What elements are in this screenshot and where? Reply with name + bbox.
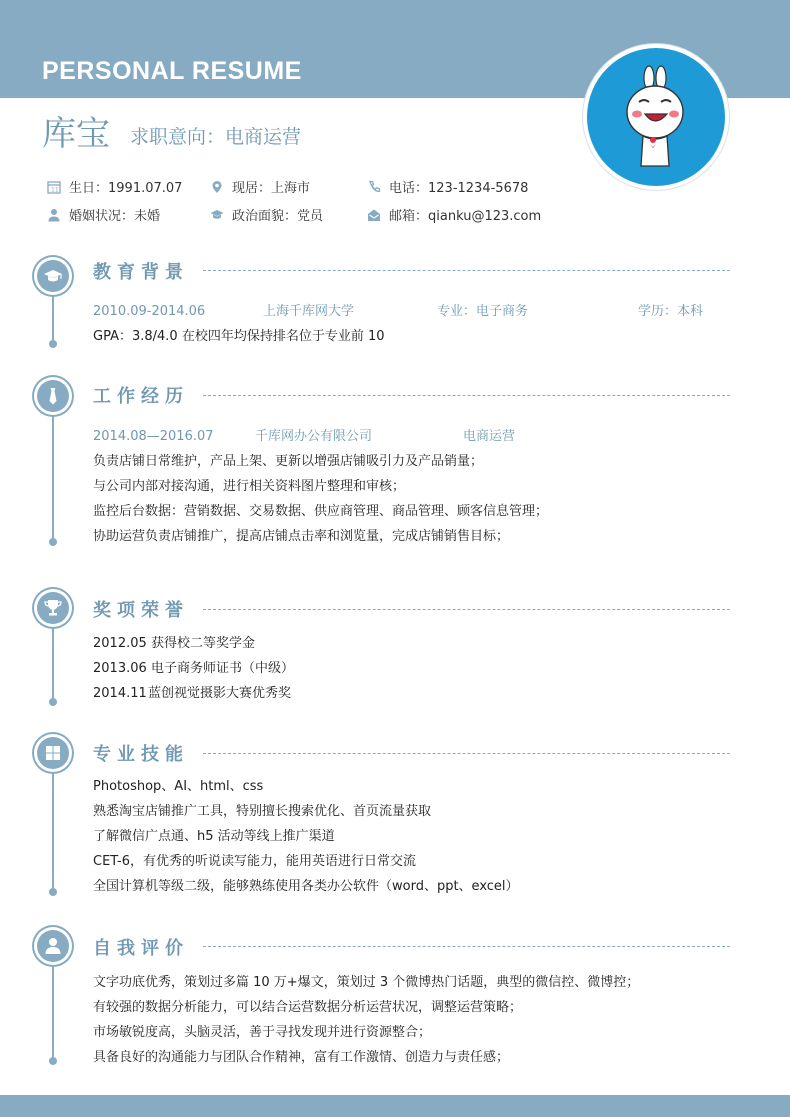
work-role: 电商运营 (463, 429, 516, 444)
award-date: 2012.05 (93, 636, 147, 651)
info-residence: 现居：上海市 (210, 180, 310, 197)
windows-grid-icon (43, 743, 63, 763)
timeline-dot (49, 888, 57, 896)
list-item: 市场敏锐度高，头脑灵活，善于寻找发现并进行资源整合； (93, 1025, 432, 1040)
section-divider (203, 753, 730, 754)
user-icon (43, 936, 63, 956)
timeline-line (52, 615, 54, 701)
location-pin-icon (210, 180, 224, 194)
list-item: 与公司内部对接沟通，进行相关资料图片整理和审核； (93, 479, 406, 494)
work-period: 2014.08—2016.07 (93, 429, 214, 444)
info-political: 政治面貌：党员 (210, 208, 323, 225)
timeline-dot (49, 1057, 57, 1065)
edu-gpa: GPA：3.8/4.0 在校四年均保持排名位于专业前 10 (93, 329, 385, 344)
info-phone: 电话：123-1234-5678 (367, 180, 528, 197)
trophy-icon (43, 598, 63, 618)
info-birthday: 11 生日：1991.07.07 (47, 180, 182, 197)
list-item: 了解微信广点通、h5 活动等线上推广渠道 (93, 829, 335, 844)
section-icon-self (37, 930, 69, 962)
job-intention: 求职意向：电商运营 (130, 126, 302, 148)
list-item: 监控后台数据：营销数据、交易数据、供应商管理、商品管理、顾客信息管理； (93, 504, 549, 519)
mail-icon (367, 208, 381, 222)
list-item: 熟悉淘宝店铺推广工具，特别擅长搜索优化、首页流量获取 (93, 804, 432, 819)
section-title-skills: 专业技能 (93, 744, 189, 765)
edu-school: 上海千库网大学 (263, 304, 355, 319)
list-item: Photoshop、AI、html、css (93, 779, 264, 794)
section-divider (203, 609, 730, 610)
section-icon-education (37, 260, 69, 292)
work-company: 千库网办公有限公司 (255, 429, 373, 444)
graduation-cap-icon (210, 208, 224, 222)
section-icon-work (37, 380, 69, 412)
section-divider (203, 395, 730, 396)
list-item: 有较强的数据分析能力，可以结合运营数据分析运营状况，调整运营策略； (93, 1000, 523, 1015)
award-date: 2013.06 (93, 661, 147, 676)
section-divider (203, 270, 730, 271)
list-item: 文字功底优秀，策划过多篇 10 万+爆文，策划过 3 个微博热门话题，典型的微信控、微博控； (93, 975, 640, 990)
phone-icon (367, 180, 381, 194)
footer-bar (0, 1095, 790, 1117)
timeline-line (52, 402, 54, 542)
section-title-awards: 奖项荣誉 (93, 600, 189, 621)
list-item: 协助运营负责店铺推广，提高店铺点击率和浏览量，完成店铺销售目标； (93, 529, 510, 544)
timeline-dot (49, 698, 57, 706)
section-divider (203, 946, 730, 947)
edu-major: 专业：电子商务 (437, 304, 529, 319)
section-icon-awards (37, 592, 69, 624)
award-date: 2014.11 (93, 686, 147, 701)
award-text: 获得校二等奖学金 (151, 636, 256, 651)
list-item: 全国计算机等级二级，能够熟练使用各类办公软件（word、ppt、excel） (93, 879, 519, 894)
info-email: 邮箱：qianku@123.com (367, 208, 541, 225)
candidate-name: 库宝 (42, 114, 110, 154)
timeline-dot (49, 538, 57, 546)
avatar (587, 48, 725, 186)
section-title-work: 工作经历 (93, 386, 189, 407)
edu-period: 2010.09-2014.06 (93, 304, 206, 319)
section-title-self: 自我评价 (93, 938, 189, 959)
section-icon-skills (37, 737, 69, 769)
list-item: 具备良好的沟通能力与团队合作精神，富有工作激情、创造力与责任感； (93, 1050, 510, 1065)
cartoon-rabbit-icon (587, 48, 725, 186)
graduation-cap-icon (43, 266, 63, 286)
section-title-education: 教育背景 (93, 262, 189, 283)
edu-degree: 学历：本科 (638, 304, 704, 319)
award-text: 蓝创视觉摄影大赛优秀奖 (148, 686, 292, 701)
award-text: 电子商务师证书（中级） (151, 661, 295, 676)
resume-title: PERSONAL RESUME (42, 57, 302, 85)
calendar-icon (47, 180, 61, 194)
list-item: CET-6，有优秀的听说读写能力，能用英语进行日常交流 (93, 854, 417, 869)
info-marital: 婚姻状况：未婚 (47, 208, 160, 225)
timeline-line (52, 760, 54, 892)
list-item: 负责店铺日常维护，产品上架、更新以增强店铺吸引力及产品销量； (93, 454, 484, 469)
timeline-line (52, 953, 54, 1061)
timeline-dot (49, 340, 57, 348)
svg-text:11: 11 (51, 186, 59, 194)
tie-icon (43, 386, 63, 406)
person-icon (47, 208, 61, 222)
